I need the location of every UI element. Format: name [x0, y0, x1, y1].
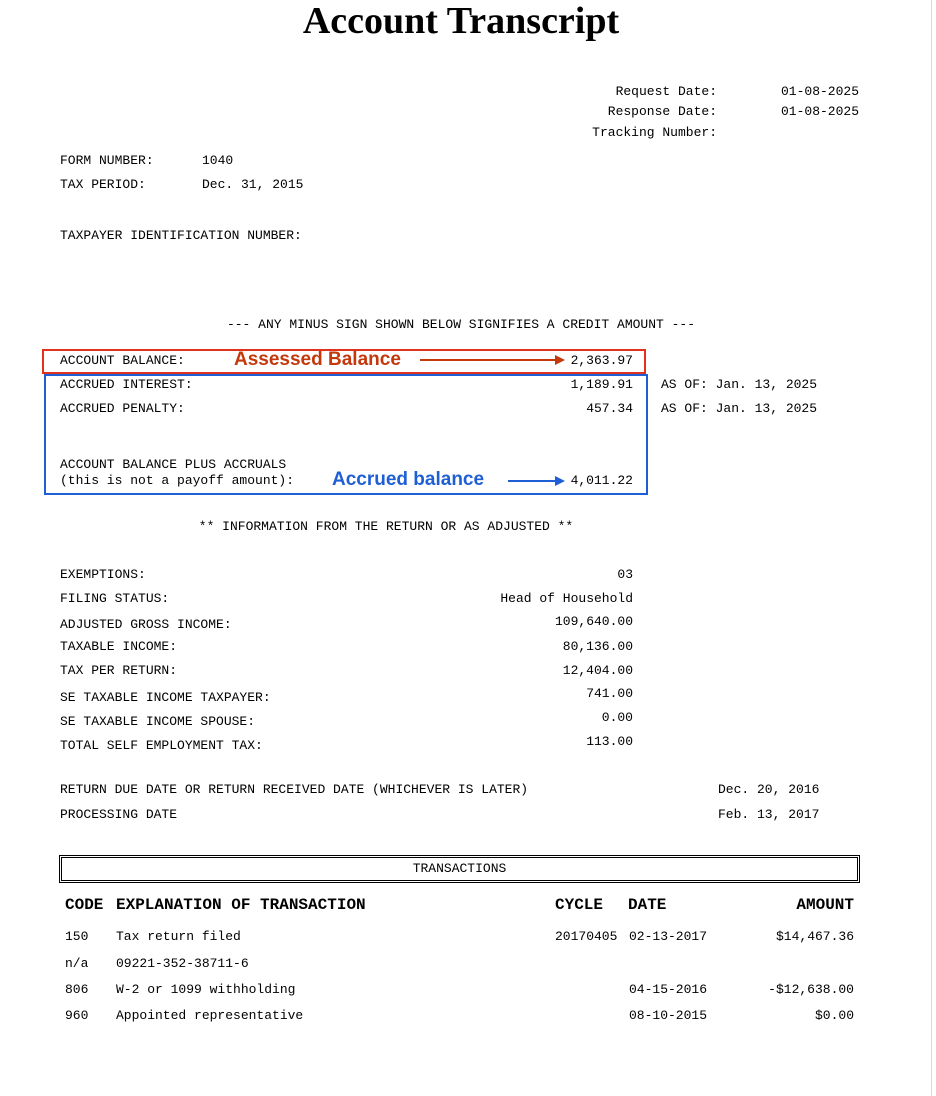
tx-amount: -$12,638.00 — [768, 982, 854, 997]
processing-date-value: Feb. 13, 2017 — [718, 807, 820, 822]
tx-explanation: 09221-352-38711-6 — [116, 956, 249, 971]
account-balance-value: 2,363.97 — [570, 353, 633, 368]
se-spouse-value: 0.00 — [601, 710, 633, 725]
tx-date: 02-13-2017 — [629, 929, 708, 944]
tx-explanation: Tax return filed — [116, 929, 241, 944]
accrued-balance-annotation: Accrued balance — [332, 469, 485, 490]
tx-amount: $14,467.36 — [775, 929, 854, 944]
col-header-explanation: EXPLANATION OF TRANSACTION — [116, 896, 366, 914]
accrued-penalty-value: 457.34 — [586, 401, 633, 416]
exemptions-value: 03 — [617, 567, 633, 582]
request-date: 01-08-2025 — [780, 84, 859, 99]
col-header-code: CODE — [65, 896, 104, 914]
plus-accruals-value: 4,011.22 — [570, 473, 633, 488]
tx-code: n/a — [65, 956, 89, 971]
tx-date: 04-15-2016 — [629, 982, 708, 997]
response-date: 01-08-2025 — [780, 104, 859, 119]
tx-code: 960 — [65, 1008, 89, 1023]
tx-explanation: W-2 or 1099 withholding — [116, 982, 296, 997]
minus-sign-notice: --- ANY MINUS SIGN SHOWN BELOW SIGNIFIES A CREDIT AMOUNT --- — [226, 317, 696, 332]
se-spouse-label: SE TAXABLE INCOME SPOUSE: — [60, 714, 256, 729]
return-due-label: RETURN DUE DATE OR RETURN RECEIVED DATE (WHICHEVER IS LATER) — [60, 782, 529, 797]
page-edge-rule — [931, 0, 932, 1096]
tax-period: Dec. 31, 2015 — [202, 177, 304, 192]
exemptions-label: EXEMPTIONS: — [60, 567, 146, 582]
account-balance-label: ACCOUNT BALANCE: — [60, 353, 185, 368]
filing-status-value: Head of Household — [500, 591, 633, 606]
col-header-cycle: CYCLE — [555, 896, 604, 914]
col-header-date: DATE — [628, 896, 667, 914]
se-taxpayer-value: 741.00 — [586, 686, 633, 701]
tax-period-label: TAX PERIOD: — [60, 177, 146, 192]
col-header-amount: AMOUNT — [796, 896, 854, 914]
accrued-interest-label: ACCRUED INTEREST: — [60, 377, 193, 392]
taxable-income-value: 80,136.00 — [562, 639, 633, 654]
filing-status-label: FILING STATUS: — [60, 591, 170, 606]
request-date-label: Request Date: — [615, 84, 717, 99]
return-due-value: Dec. 20, 2016 — [718, 782, 820, 797]
page-title: Account Transcript — [302, 0, 620, 42]
form-number: 1040 — [202, 153, 234, 168]
se-taxpayer-label: SE TAXABLE INCOME TAXPAYER: — [60, 690, 271, 705]
se-tax-total-label: TOTAL SELF EMPLOYMENT TAX: — [60, 738, 263, 753]
accrued-penalty-label: ACCRUED PENALTY: — [60, 401, 185, 416]
tx-code: 150 — [65, 929, 89, 944]
processing-date-label: PROCESSING DATE — [60, 807, 178, 822]
plus-accruals-label-line1: ACCOUNT BALANCE PLUS ACCRUALS — [60, 457, 287, 472]
assessed-balance-annotation: Assessed Balance — [234, 349, 401, 370]
se-tax-total-value: 113.00 — [586, 734, 633, 749]
tx-amount: $0.00 — [814, 1008, 854, 1023]
agi-value: 109,640.00 — [554, 614, 633, 629]
tracking-number-label: Tracking Number: — [592, 125, 717, 140]
accrued-penalty-as-of: AS OF: Jan. 13, 2025 — [661, 401, 818, 416]
agi-label: ADJUSTED GROSS INCOME: — [60, 617, 232, 632]
tx-cycle: 20170405 — [555, 929, 618, 944]
response-date-label: Response Date: — [607, 104, 717, 119]
tin-label: TAXPAYER IDENTIFICATION NUMBER: — [60, 228, 302, 243]
accrued-interest-value: 1,189.91 — [570, 377, 633, 392]
plus-accruals-label-line2: (this is not a payoff amount): — [60, 473, 295, 488]
return-info-heading: ** INFORMATION FROM THE RETURN OR AS ADJUSTED ** — [198, 519, 574, 534]
taxable-income-label: TAXABLE INCOME: — [60, 639, 178, 654]
transactions-title: TRANSACTIONS — [412, 861, 507, 876]
tx-explanation: Appointed representative — [116, 1008, 304, 1023]
tx-code: 806 — [65, 982, 89, 997]
transactions-banner — [59, 855, 860, 883]
accrued-interest-as-of: AS OF: Jan. 13, 2025 — [661, 377, 818, 392]
form-number-label: FORM NUMBER: — [60, 153, 154, 168]
tx-date: 08-10-2015 — [629, 1008, 708, 1023]
tax-per-return-label: TAX PER RETURN: — [60, 663, 178, 678]
tax-per-return-value: 12,404.00 — [562, 663, 633, 678]
